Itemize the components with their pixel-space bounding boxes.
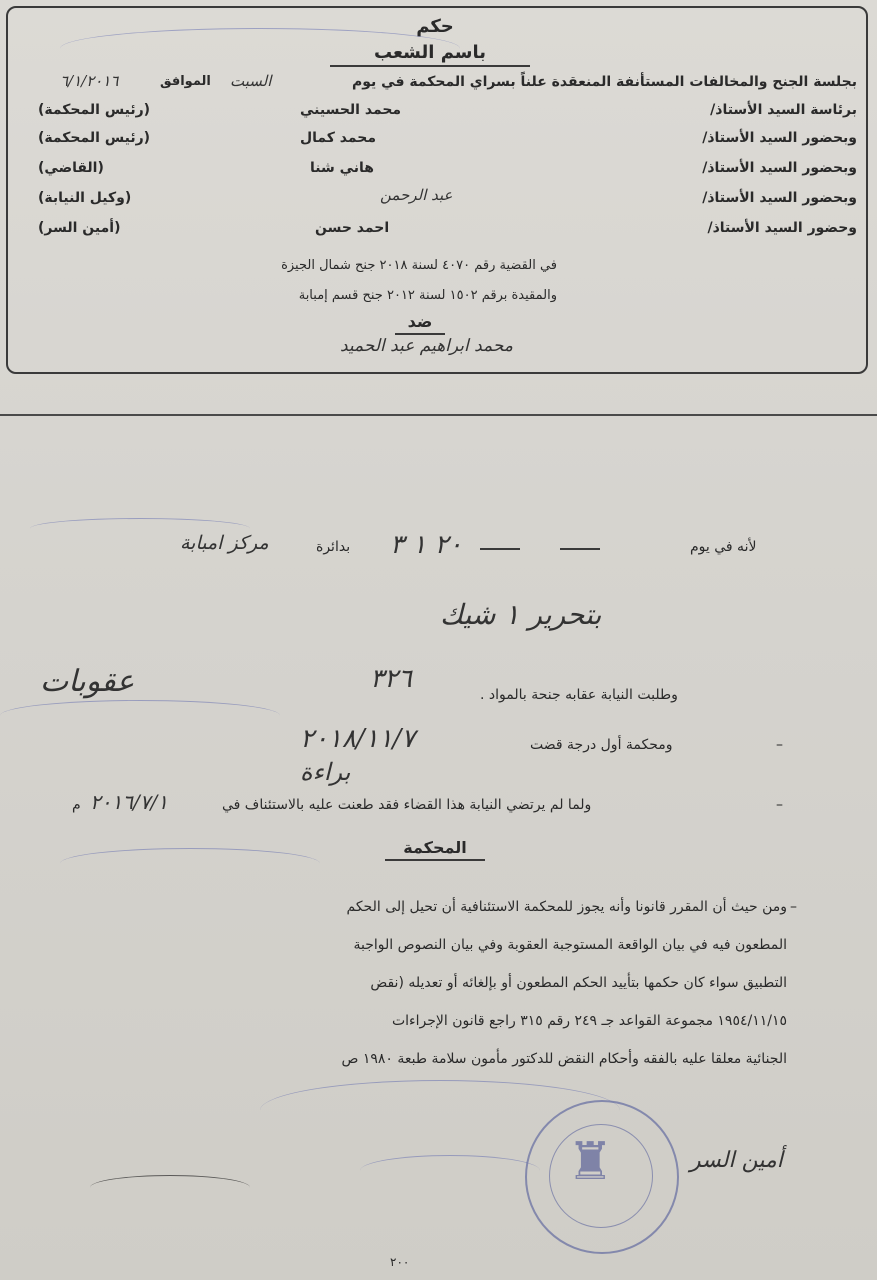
paragraph-line-4: ١٩٥٤/١١/١٥ مجموعة القواعد جـ ٢٤٩ رقم ٣١٥ راجع قانون الإجراءات [391, 1013, 787, 1029]
page-number: ٢٠٠ [390, 1255, 410, 1269]
case-line-2: والمقيدة برقم ١٥٠٢ لسنة ٢٠١٢ جنح قسم إمبابة [298, 288, 557, 303]
against-label: ضد [395, 312, 445, 335]
pen-stroke [0, 700, 280, 731]
session-date-label: الموافق [160, 74, 211, 89]
intro-district-label: بدائرة [316, 539, 351, 555]
requested-law: عقوبات [40, 664, 135, 699]
appeal-line: ولما لم يرتضي النيابة هذا القضاء فقد طعنت عليه بالاستئناف في [222, 797, 592, 813]
doc-subtitle: باسم الشعب [330, 42, 530, 67]
paragraph-line-1: ومن حيث أن المقرر قانونا وأنه يجوز للمحكمة الاستئنافية أن تحيل إلى الحكم [346, 899, 787, 915]
panel-row-5-name: احمد حسن [315, 220, 390, 236]
pen-stroke [60, 848, 320, 879]
pen-stroke [30, 518, 250, 539]
session-date: ٦/١/٢٠١٦ [60, 72, 119, 90]
first-degree-line: ومحكمة أول درجة قضت [530, 737, 673, 753]
paragraph-line-3: التطبيق سواء كان حكمها بتأييد الحكم المطعون أو بإلغائه أو تعديله (نقض [370, 975, 787, 991]
first-degree-verdict: براءة [300, 758, 351, 786]
requested-articles: ٣٢٦ [370, 664, 412, 694]
pen-stroke [260, 1080, 620, 1141]
bullet-marker: – [776, 737, 783, 753]
doc-title: حكم [416, 16, 454, 37]
session-day: السبت [230, 72, 272, 90]
panel-row-3-role: (القاضي) [38, 160, 104, 176]
defendant-name: محمد ابراهيم عبد الحميد [340, 336, 513, 356]
paragraph-line-5: الجنائية معلقا عليه بالفقه وأحكام النقض للدكتور مأمون سلامة طبعة ١٩٨٠ ص [341, 1051, 787, 1067]
panel-row-4-name: عبد الرحمن [380, 186, 453, 204]
intro-prefix: لأنه في يوم [690, 539, 757, 555]
signature-scribble [90, 1175, 250, 1200]
panel-row-1-role: (رئيس المحكمة) [38, 102, 151, 118]
panel-row-4-prefix: وبحضور السيد الأستاذ/ [702, 190, 857, 206]
section-title: المحكمة [385, 838, 485, 861]
signature-right: أمين السر [690, 1148, 783, 1173]
pen-stroke [60, 28, 460, 69]
signature-scribble [360, 1155, 540, 1186]
panel-row-2-prefix: وبحضور السيد الأستاذ/ [702, 130, 857, 146]
panel-row-2-name: محمد كمال [300, 130, 377, 146]
panel-row-1-name: محمد الحسيني [300, 102, 402, 118]
requested-line: وطلبت النيابة عقابه جنحة بالمواد . [480, 687, 678, 703]
appeal-suffix: م [72, 797, 81, 813]
bullet-marker: – [790, 899, 797, 915]
panel-row-5-prefix: وحضور السيد الأستاذ/ [707, 220, 857, 236]
intro-district: مركز امبابة [180, 532, 269, 554]
panel-row-3-name: هاني شنا [310, 160, 374, 176]
bullet-marker: – [776, 797, 783, 813]
fold-line [0, 414, 877, 416]
paragraph-line-2: المطعون فيه في بيان الواقعة المستوجبة العقوبة وفي بيان النصوص الواجبة [353, 937, 787, 953]
panel-row-5-role: (أمين السر) [38, 220, 121, 236]
first-degree-date: ٢٠١٨/١١/٧ [300, 724, 416, 754]
panel-row-1-prefix: برئاسة السيد الأستاذ/ [710, 102, 857, 118]
panel-row-4-role: (وكيل النيابة) [38, 190, 132, 206]
charge-line: بتحرير ١ شيك [440, 598, 602, 631]
date-dash-2 [560, 548, 600, 550]
intro-date: ٢٠ ١ ٣ [390, 530, 463, 560]
appeal-date: ٢٠١٦/٧/١ [90, 790, 168, 814]
date-dash-1 [480, 548, 520, 550]
case-line-1: في القضية رقم ٤٠٧٠ لسنة ٢٠١٨ جنح شمال الجيزة [281, 258, 557, 273]
eagle-emblem-icon: ♜ [567, 1132, 614, 1192]
session-line: بجلسة الجنح والمخالفات المستأنفة المنعقدة علناً بسراي المحكمة في يوم [352, 74, 857, 90]
panel-row-2-role: (رئيس المحكمة) [38, 130, 151, 146]
panel-row-3-prefix: وبحضور السيد الأستاذ/ [702, 160, 857, 176]
